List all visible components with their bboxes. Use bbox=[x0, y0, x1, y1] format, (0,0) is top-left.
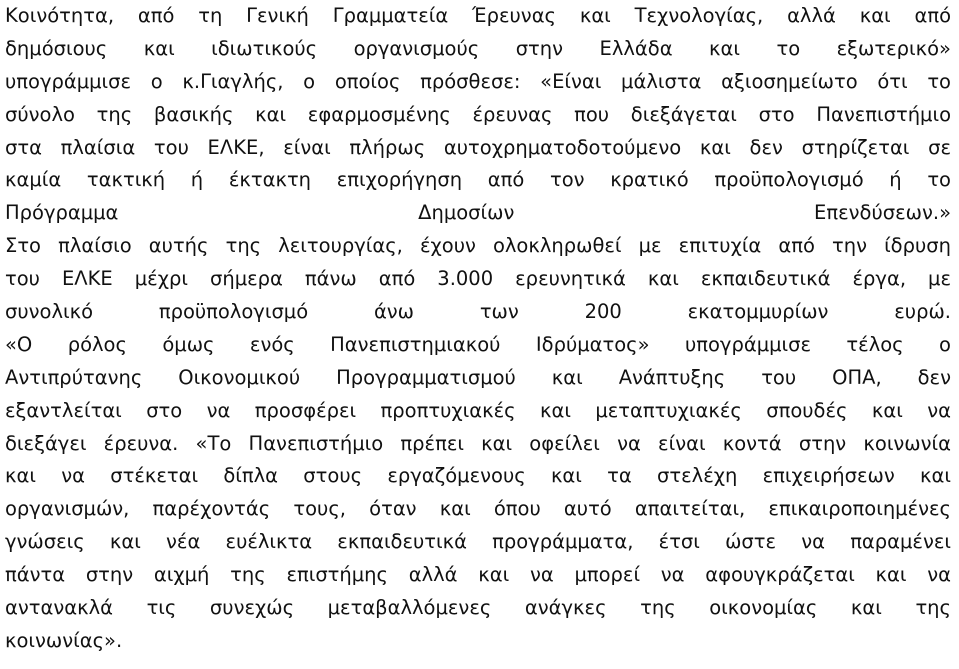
text-line: γνώσεις και νέα ευέλικτα εκπαιδευτικά προγράμματα, έτσι ώστε να παραμένει bbox=[5, 530, 951, 554]
text-line: του ΕΛΚΕ μέχρι σήμερα πάνω από 3.000 ερευνητικά και εκπαιδευτικά έργα, με bbox=[5, 267, 951, 291]
document-body bbox=[5, 0, 951, 658]
text-line: Κοινότητα, από τη Γενική Γραμματεία Έρευνας και Τεχνολογίας, αλλά και από bbox=[5, 4, 951, 27]
text-line: οργανισμών, παρέχοντάς τους, όταν και όπου αυτό απαιτείται, επικαιροποιημένες bbox=[5, 497, 951, 521]
text-line: σύνολο της βασικής και εφαρμοσμένης έρευνας που διεξάγεται στο Πανεπιστήμιο bbox=[5, 102, 951, 126]
text-line: στα πλαίσια του ΕΛΚΕ, είναι πλήρως αυτοχρηματοδοτούμενο και δεν στηρίζεται σε bbox=[5, 135, 951, 159]
text-line: Πρόγραμμα Δημοσίων Επενδύσεων.» bbox=[5, 201, 951, 225]
text-line: εξαντλείται στο να προσφέρει προπτυχιακές και μεταπτυχιακές σπουδές και να bbox=[5, 398, 951, 422]
text-line: συνολικό προϋπολογισμό άνω των 200 εκατομμυρίων ευρώ. bbox=[5, 300, 951, 324]
text-line: αντανακλά τις συνεχώς μεταβαλλόμενες ανάγκες της οικονομίας και της bbox=[5, 596, 951, 620]
text-line-last: κοινωνίας». bbox=[5, 628, 123, 652]
text-line: Στο πλαίσιο αυτής της λειτουργίας, έχουν ολοκληρωθεί με επιτυχία από την ίδρυση bbox=[5, 234, 951, 258]
text-line: «Ο ρόλος όμως ενός Πανεπιστημιακού Ιδρύματος» υπογράμμισε τέλος ο bbox=[5, 332, 951, 356]
text-line: καμία τακτική ή έκτακτη επιχορήγηση από τον κρατικό προϋπολογισμό ή το bbox=[5, 168, 951, 192]
text-line: υπογράμμισε ο κ.Γιαγλής, ο οποίος πρόσθεσε: «Είναι μάλιστα αξιοσημείωτο ότι το bbox=[5, 69, 951, 93]
text-line: διεξάγει έρευνα. «Το Πανεπιστήμιο πρέπει και οφείλει να είναι κοντά στην κοινωνία bbox=[5, 431, 951, 455]
text-line: δημόσιους και ιδιωτικούς οργανισμούς στην Ελλάδα και το εξωτερικό» bbox=[5, 36, 951, 60]
text-line: πάντα στην αιχμή της επιστήμης αλλά και να μπορεί να αφουγκράζεται και να bbox=[5, 563, 951, 587]
text-line: και να στέκεται δίπλα στους εργαζόμενους και τα στελέχη επιχειρήσεων και bbox=[5, 464, 951, 488]
text-line: Αντιπρύτανης Οικονομικού Προγραμματισμού και Ανάπτυξης του ΟΠΑ, δεν bbox=[5, 365, 951, 389]
